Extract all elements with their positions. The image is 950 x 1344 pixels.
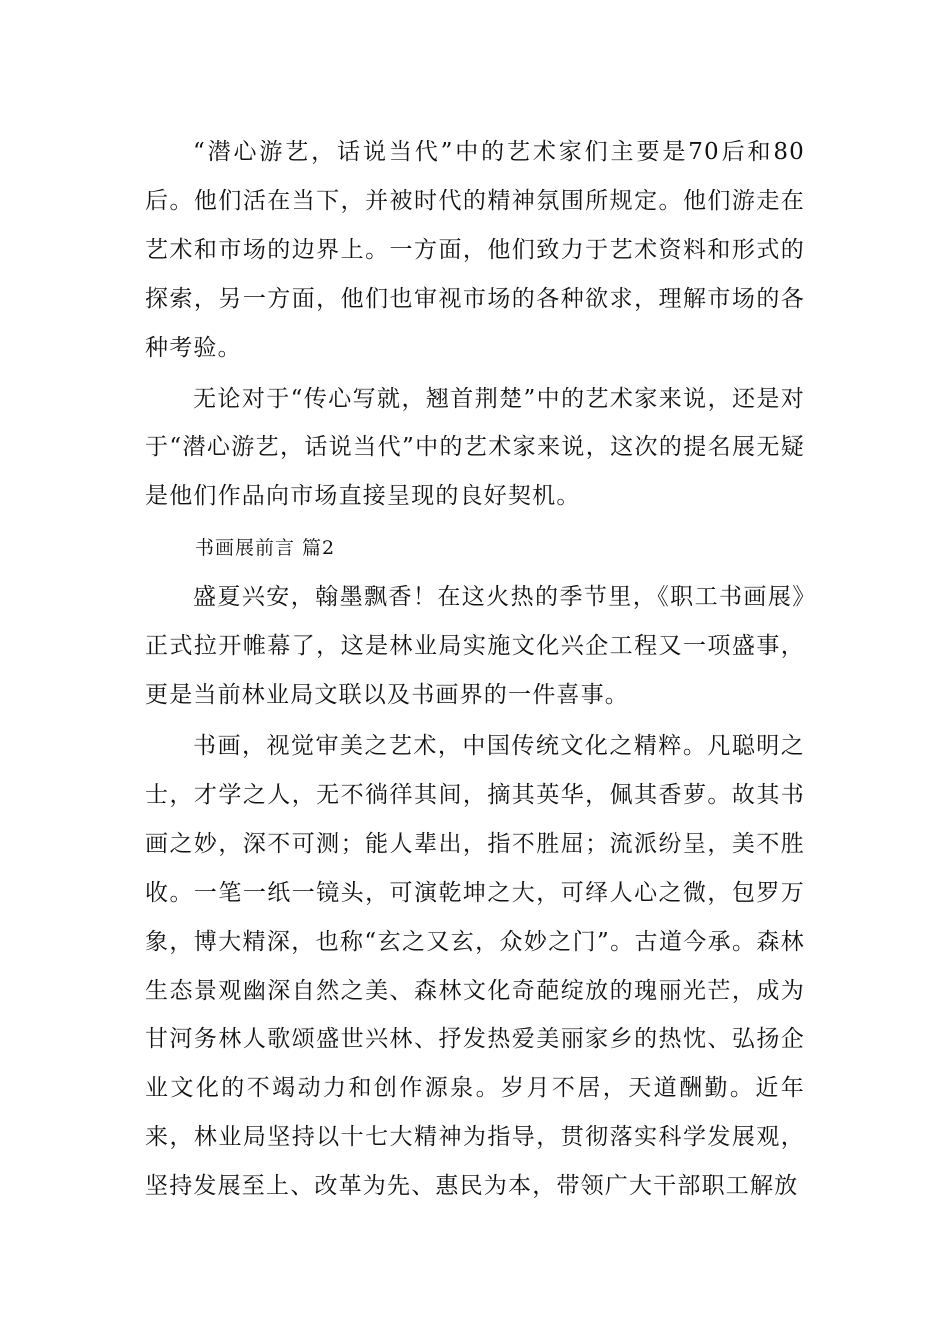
paragraph-exhibition-opening: 盛夏兴安，翰墨飘香！在这火热的季节里，《职工书画展》正式拉开帷幕了，这是林业局实施文化兴企工程又一项盛事，更是当前林业局文联以及书画界的一件喜事。 — [145, 584, 805, 709]
document-body — [145, 128, 805, 1211]
paragraph-nomination-exhibition: 无论对于“传心写就，翘首荆楚”中的艺术家来说，还是对于“潜心游艺，话说当代”中的艺术家来说，这次的提名展无疑是他们作品向市场直接呈现的良好契机。 — [145, 385, 805, 510]
paragraph-artists-generation: “潜心游艺，话说当代”中的艺术家们主要是70后和80后。他们活在当下，并被时代的精神氛围所规定。他们游走在艺术和市场的边界上。一方面，他们致力于艺术资料和形式的探索，另一方面，他们也审视市场的各种欲求，理解市场的各种考验。 — [145, 139, 805, 361]
section-heading: 书画展前言 篇2 — [195, 537, 336, 560]
paragraph-calligraphy-painting: 书画，视觉审美之艺术，中国传统文化之精粹。凡聪明之士，才学之人，无不徜徉其间，摘其英华，佩其香萝。故其书画之妙，深不可测；能人辈出，指不胜屈；流派纷呈，美不胜收。一笔一纸一镜头，可演乾坤之大，可绎人心之微，包罗万象，博大精深，也称“玄之又玄，众妙之门”。古道今承。森林生态景观幽深自然之美、森林文化奇葩绽放的瑰丽光芒，成为甘河务林人歌颂盛世兴林、抒发热爱美丽家乡的热忱、弘扬企业文化的不竭动力和创作源泉。岁月不居，天道酬勤。近年来，林业局坚持以十七大精神为指导，贯彻落实科学发展观，坚持发展至上、改革为先、惠民为本，带领广大干部职工解放 — [145, 732, 805, 1200]
